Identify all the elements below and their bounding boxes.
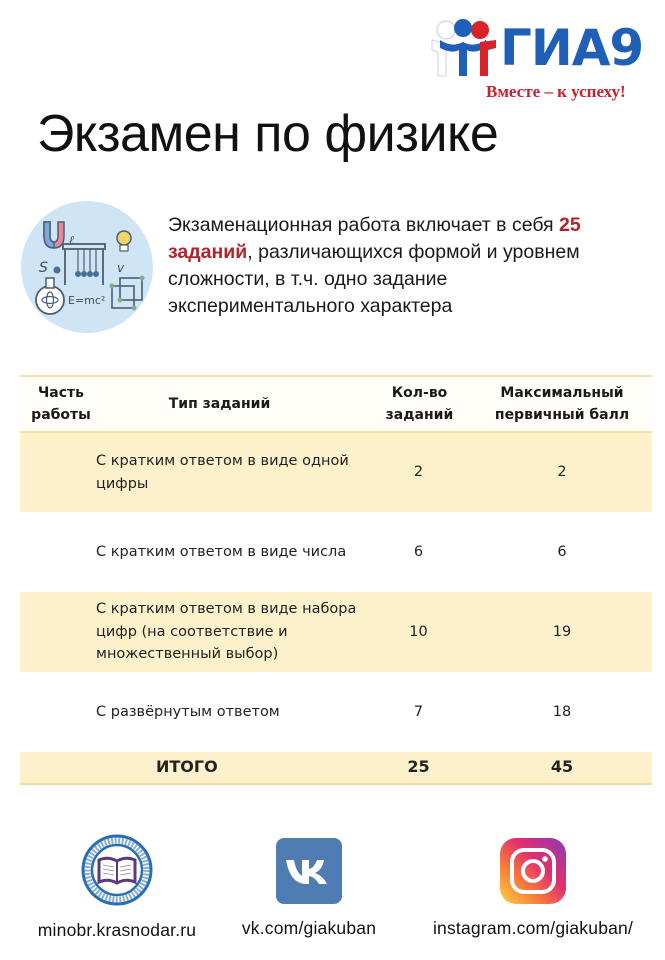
gia-people-emblem-icon: [430, 18, 500, 78]
svg-text:ℓ: ℓ: [69, 233, 74, 247]
task-count-highlight: 25 заданий: [168, 214, 581, 263]
table-row: [20, 433, 652, 512]
footer-link-instagram[interactable]: [408, 838, 658, 939]
row-count: 6: [413, 543, 424, 560]
table-total-row: [20, 752, 652, 785]
ministry-link-label[interactable]: minobr.krasnodar.ru: [37, 920, 197, 940]
intro-text: [168, 212, 638, 320]
header-part: Часть работы: [31, 385, 91, 423]
footer-link-vk[interactable]: [226, 838, 392, 939]
row-type: С кратким ответом в виде числа: [96, 543, 347, 560]
intro-text-before: Экзаменационная работа включает в себя: [168, 214, 560, 236]
row-count: 7: [413, 703, 424, 720]
intro-text-after: , различающихся формой и уровнем сложности, в т.ч. одно задание экспериментального характера: [168, 241, 580, 317]
header-max-score: Максимальный первичный балл: [494, 385, 630, 423]
row-max-score: 2: [557, 464, 567, 481]
svg-text:v: v: [117, 261, 125, 275]
logo-slogan: Вместе – к успеху!: [486, 82, 626, 101]
row-max-score: 18: [552, 703, 572, 720]
svg-text:E=mc²: E=mc²: [68, 294, 106, 307]
total-label: ИТОГО: [156, 757, 218, 777]
table-row: [20, 672, 652, 752]
logo-name: ГИА9: [500, 19, 644, 77]
exam-structure-table: [20, 375, 652, 785]
row-max-score: 6: [557, 543, 567, 560]
total-max-score: 45: [550, 757, 574, 777]
header-type: Тип заданий: [168, 396, 271, 412]
row-type: С кратким ответом в виде одной цифры: [96, 453, 349, 492]
physics-illustration-icon: [20, 200, 154, 334]
row-count: 2: [413, 464, 424, 481]
table-row: [20, 512, 652, 592]
footer-link-ministry[interactable]: [6, 838, 228, 941]
table-header-row: [20, 375, 652, 433]
vk-icon: [276, 838, 342, 904]
vk-link-label[interactable]: vk.com/giakuban: [241, 918, 377, 938]
table-row: [20, 592, 652, 672]
total-count: 25: [407, 757, 430, 777]
row-max-score: 19: [552, 623, 572, 640]
instagram-icon: [500, 838, 566, 904]
row-type: С кратким ответом в виде набора цифр (на соответствие и множественный выбор): [96, 601, 357, 663]
ministry-emblem-icon: [81, 834, 153, 906]
gia9-logo: [428, 12, 660, 102]
header-count: Кол-во заданий: [385, 385, 454, 423]
svg-text:S: S: [39, 260, 48, 276]
row-count: 10: [409, 623, 428, 640]
instagram-link-label[interactable]: instagram.com/giakuban/: [432, 918, 634, 938]
page-title: Экзамен по физике: [37, 105, 499, 163]
row-type: С развёрнутым ответом: [96, 703, 280, 720]
